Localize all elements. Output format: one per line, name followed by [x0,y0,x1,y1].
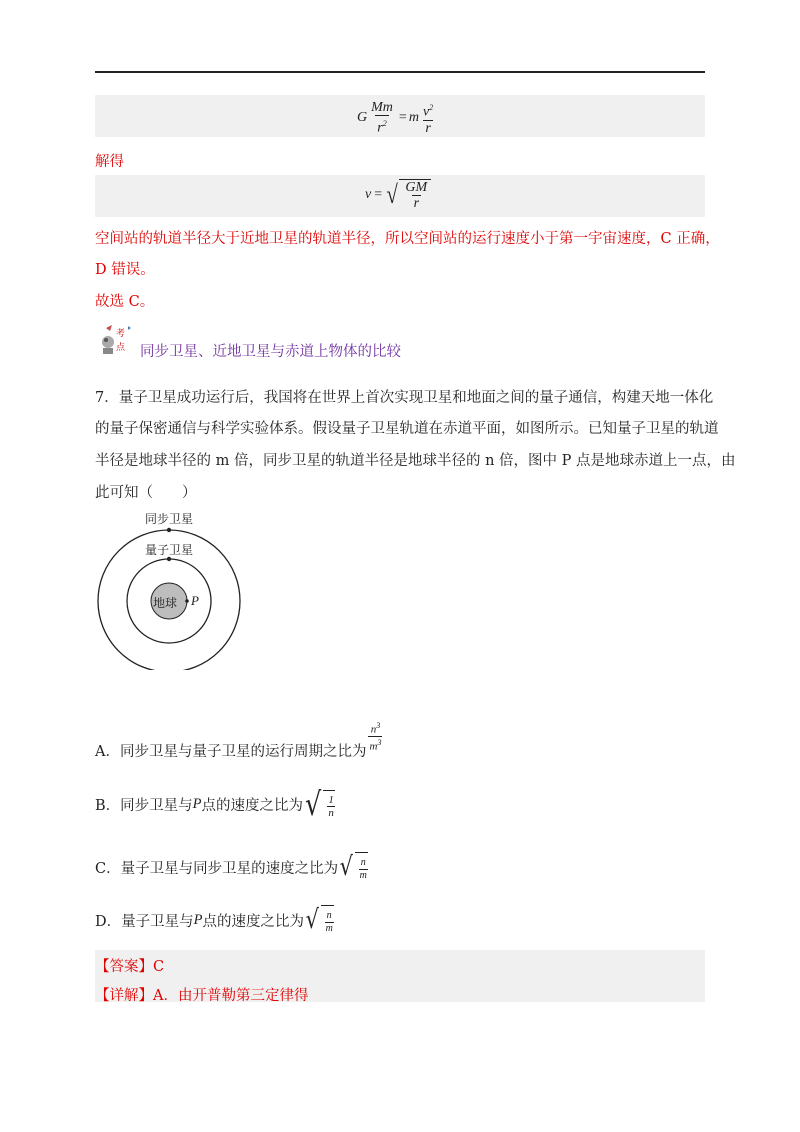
question-line-3: 半径是地球半径的 m 倍，同步卫星的轨道半径是地球半径的 n 倍，图中 P 点是地球赤道上一点，由 [95,453,736,469]
label-p: P [191,593,199,608]
explanation-line-2: D 错误。 [95,262,155,278]
question-line-4: 此可知（ ） [95,485,197,501]
explanation-line-1: 空间站的轨道半径大于近地卫星的轨道半径，所以空间站的运行速度小于第一宇宙速度，C 正确， [95,231,720,247]
formula-box-2 [95,175,705,217]
kaodian-icon: 考 点 [96,322,138,358]
option-b-sqrt: √ $\frac{1}{n}$ [305,785,334,823]
question-line-2: 的量子保密通信与科学实验体系。假设量子卫星轨道在赤道平面，如图所示。已知量子卫星的轨道 [95,421,719,437]
option-a[interactable]: A．同步卫星与量子卫星的运行周期之比为 $\frac{n^3}{m^3}$ [95,721,382,760]
option-b[interactable]: B．同步卫星与 P 点的速度之比为 √ $\frac{1}{n}$ [95,785,334,823]
label-earth: 地球 [153,596,178,610]
answer-box [95,950,705,1002]
header-rule [95,71,705,73]
question-line-1: 7．量子卫星成功运行后，我国将在世界上首次实现卫星和地面之间的量子通信，构建天地一体化 [95,390,714,406]
detail-line: 【详解】A．由开普勒第三定律得 [95,988,309,1004]
conclusion: 故选 C。 [95,294,155,310]
label-quantum-satellite: 量子卫星 [145,543,194,557]
option-d-sqrt: √ $\frac{n}{m}$ [305,905,333,935]
option-a-fraction: $\frac{n^3}{m^3}$ [369,721,382,753]
label-sync-satellite: 同步卫星 [145,512,194,526]
orbit-diagram [95,510,245,670]
velocity-formula: v = √ $\frac{GM}{r}$ [365,179,431,211]
jiede-label: 解得 [95,154,124,170]
gravity-formula: G $\frac{Mm}{r^2}$ = m $\frac{v^2}{r}$ [357,100,434,136]
kaodian-topic: 同步卫星、近地卫星与赤道上物体的比较 [140,344,401,360]
answer-line: 【答案】C [95,959,165,975]
option-d[interactable]: D．量子卫星与 P 点的速度之比为 √ $\frac{n}{m}$ [95,905,333,935]
option-c[interactable]: C．量子卫星与同步卫星的速度之比为 √ $\frac{n}{m}$ [95,852,367,882]
option-c-sqrt: √ $\frac{n}{m}$ [339,852,367,882]
formula-box-1 [95,95,705,137]
